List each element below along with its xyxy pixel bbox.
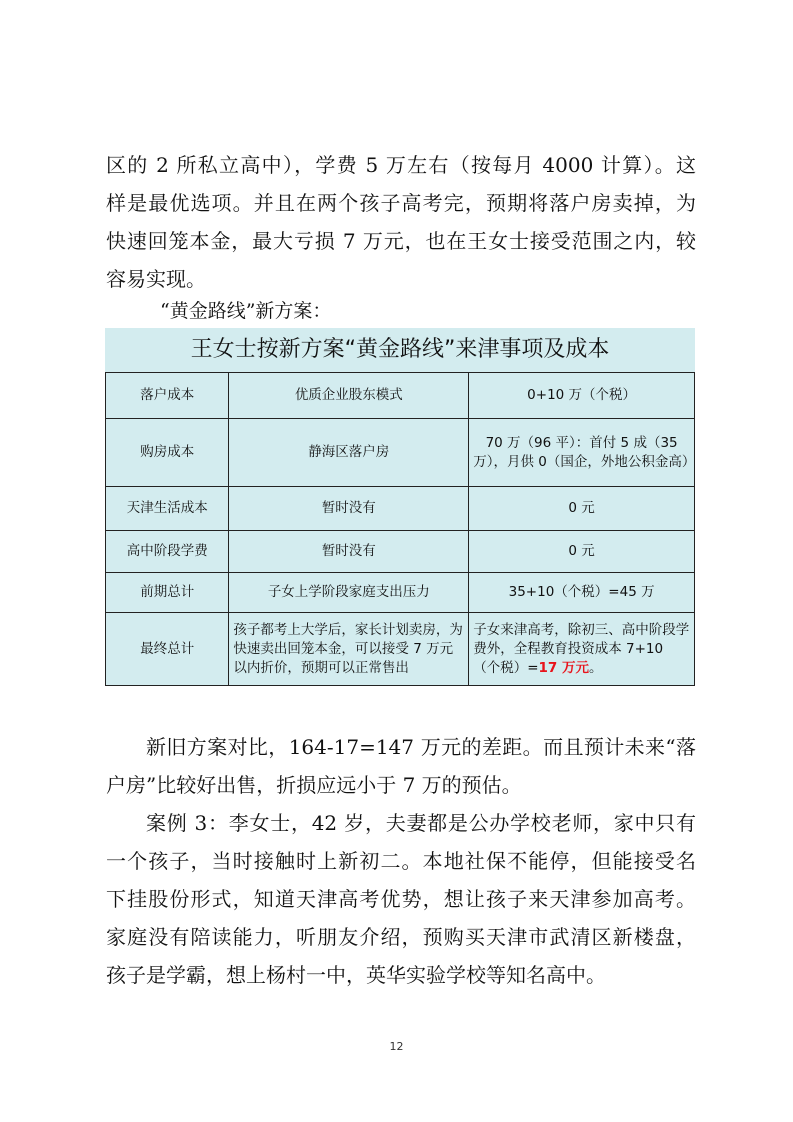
paragraph-3 xyxy=(106,804,696,994)
row-item: 暂时没有 xyxy=(229,487,469,531)
text-line: 下挂股份形式，知道天津高考优势，想让孩子来天津参加高考。 xyxy=(106,887,696,911)
table-row xyxy=(106,573,695,613)
paragraph-1 xyxy=(106,146,696,298)
table-row xyxy=(106,373,695,419)
row-cost xyxy=(469,613,695,686)
row-label: 购房成本 xyxy=(106,419,229,487)
page-number: 12 xyxy=(389,1040,404,1053)
row-cost: 35+10（个税）=45 万 xyxy=(469,573,695,613)
section-heading: “黄金路线”新方案： xyxy=(160,300,332,322)
row-cost: 0 元 xyxy=(469,487,695,531)
row-label: 落户成本 xyxy=(106,373,229,419)
text-line: 样是最优选项。并且在两个孩子高考完，预期将落户房卖掉，为 xyxy=(106,191,696,215)
row-cost: 0 元 xyxy=(469,531,695,573)
table-row xyxy=(106,531,695,573)
cost-suffix: 。 xyxy=(589,659,603,676)
text-line: 户房”比较好出售，折损应远小于 7 万的预估。 xyxy=(106,773,522,797)
text-line: 家庭没有陪读能力，听朋友介绍，预购买天津市武清区新楼盘， xyxy=(106,925,696,949)
paragraph-2 xyxy=(106,728,696,804)
text-line: 孩子是学霸，想上杨村一中，英华实验学校等知名高中。 xyxy=(106,963,606,987)
table-row xyxy=(106,613,695,686)
cost-highlight: 17 万元 xyxy=(538,659,590,676)
row-label: 高中阶段学费 xyxy=(106,531,229,573)
row-item: 暂时没有 xyxy=(229,531,469,573)
row-item: 子女上学阶段家庭支出压力 xyxy=(229,573,469,613)
table-row xyxy=(106,487,695,531)
table-title: 王女士按新方案“黄金路线”来津事项及成本 xyxy=(105,328,695,372)
row-label: 天津生活成本 xyxy=(106,487,229,531)
text-line: 新旧方案对比，164-17=147 万元的差距。而且预计未来“落 xyxy=(146,735,696,759)
row-cost: 70 万（96 平）：首付 5 成（35 万），月供 0（国企，外地公积金高） xyxy=(469,419,695,487)
row-item: 孩子都考上大学后，家长计划卖房，为快速卖出回笼本金，可以接受 7 万元以内折价，预期可以正常售出 xyxy=(229,613,469,686)
text-line: 案例 3：李女士，42 岁，夫妻都是公办学校老师，家中只有 xyxy=(146,811,696,835)
text-line: 快速回笼本金，最大亏损 7 万元，也在王女士接受范围之内，较 xyxy=(106,229,696,253)
table-row xyxy=(106,419,695,487)
row-item: 静海区落户房 xyxy=(229,419,469,487)
text-line: 容易实现。 xyxy=(106,267,206,291)
text-line: 区的 2 所私立高中），学费 5 万左右（按每月 4000 计算）。这 xyxy=(106,153,696,177)
cost-text: 子女来津高考，除初三、高中阶段学费外，全程教育投资成本 7+10（个税）= xyxy=(473,621,690,676)
row-label: 前期总计 xyxy=(106,573,229,613)
text-line: 一个孩子，当时接触时上新初二。本地社保不能停，但能接受名 xyxy=(106,849,696,873)
row-label: 最终总计 xyxy=(106,613,229,686)
row-item: 优质企业股东模式 xyxy=(229,373,469,419)
cost-table xyxy=(105,372,695,686)
row-cost: 0+10 万（个税） xyxy=(469,373,695,419)
